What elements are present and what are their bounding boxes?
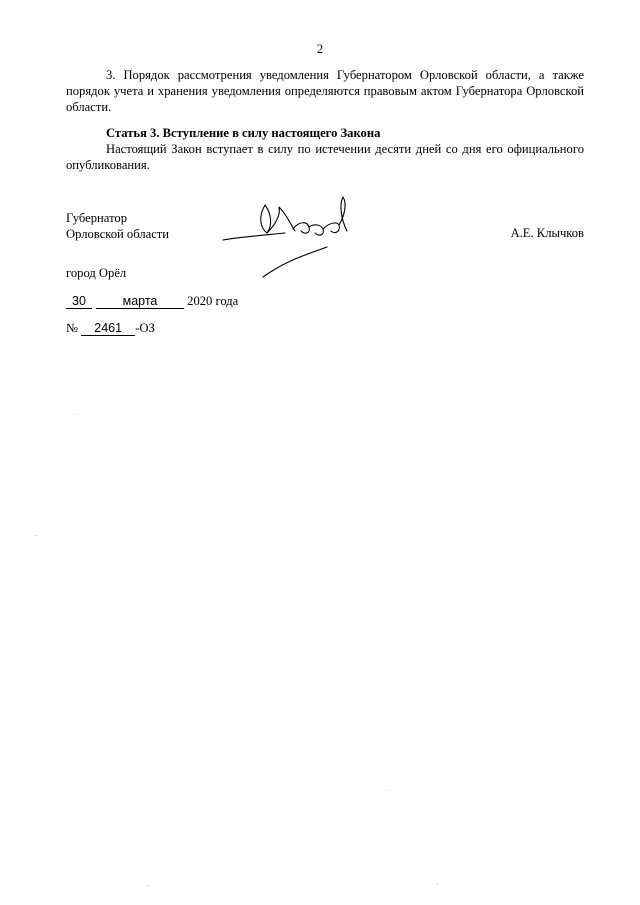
signatory-title [66, 210, 169, 242]
date-day: 30 [66, 295, 92, 309]
signatory-name: А.Е. Клычков [510, 226, 584, 240]
scan-speck [36, 535, 37, 536]
law-number [66, 321, 155, 336]
scan-speck [437, 884, 438, 885]
article-heading: Статья 3. Вступление в силу настоящего Закона [106, 126, 381, 140]
page-number: 2 [316, 42, 324, 56]
paragraph-entry-into-force: Настоящий Закон вступает в силу по истечении десяти дней со дня его официального опубликования. [66, 142, 584, 172]
signing-date [66, 294, 238, 309]
signatory-title-line-1: Губернатор [66, 211, 127, 225]
signatory-title-line-2: Орловской области [66, 227, 170, 241]
scan-speck [73, 414, 74, 415]
handwritten-signature [215, 185, 365, 280]
paragraph-procedure: 3. Порядок рассмотрения уведомления Губернатором Орловской области, а также порядок учета и хранения уведомления определяются правовым актом Губернатора Орловской области. [66, 68, 584, 114]
city: город Орёл [66, 266, 127, 280]
date-month: марта [96, 295, 184, 309]
number-sign: № [66, 321, 79, 335]
number-value: 2461 [81, 322, 135, 336]
date-year: 2020 года [187, 294, 239, 308]
scan-speck [147, 885, 148, 886]
number-suffix: -ОЗ [135, 321, 155, 335]
scan-speck [390, 790, 391, 791]
